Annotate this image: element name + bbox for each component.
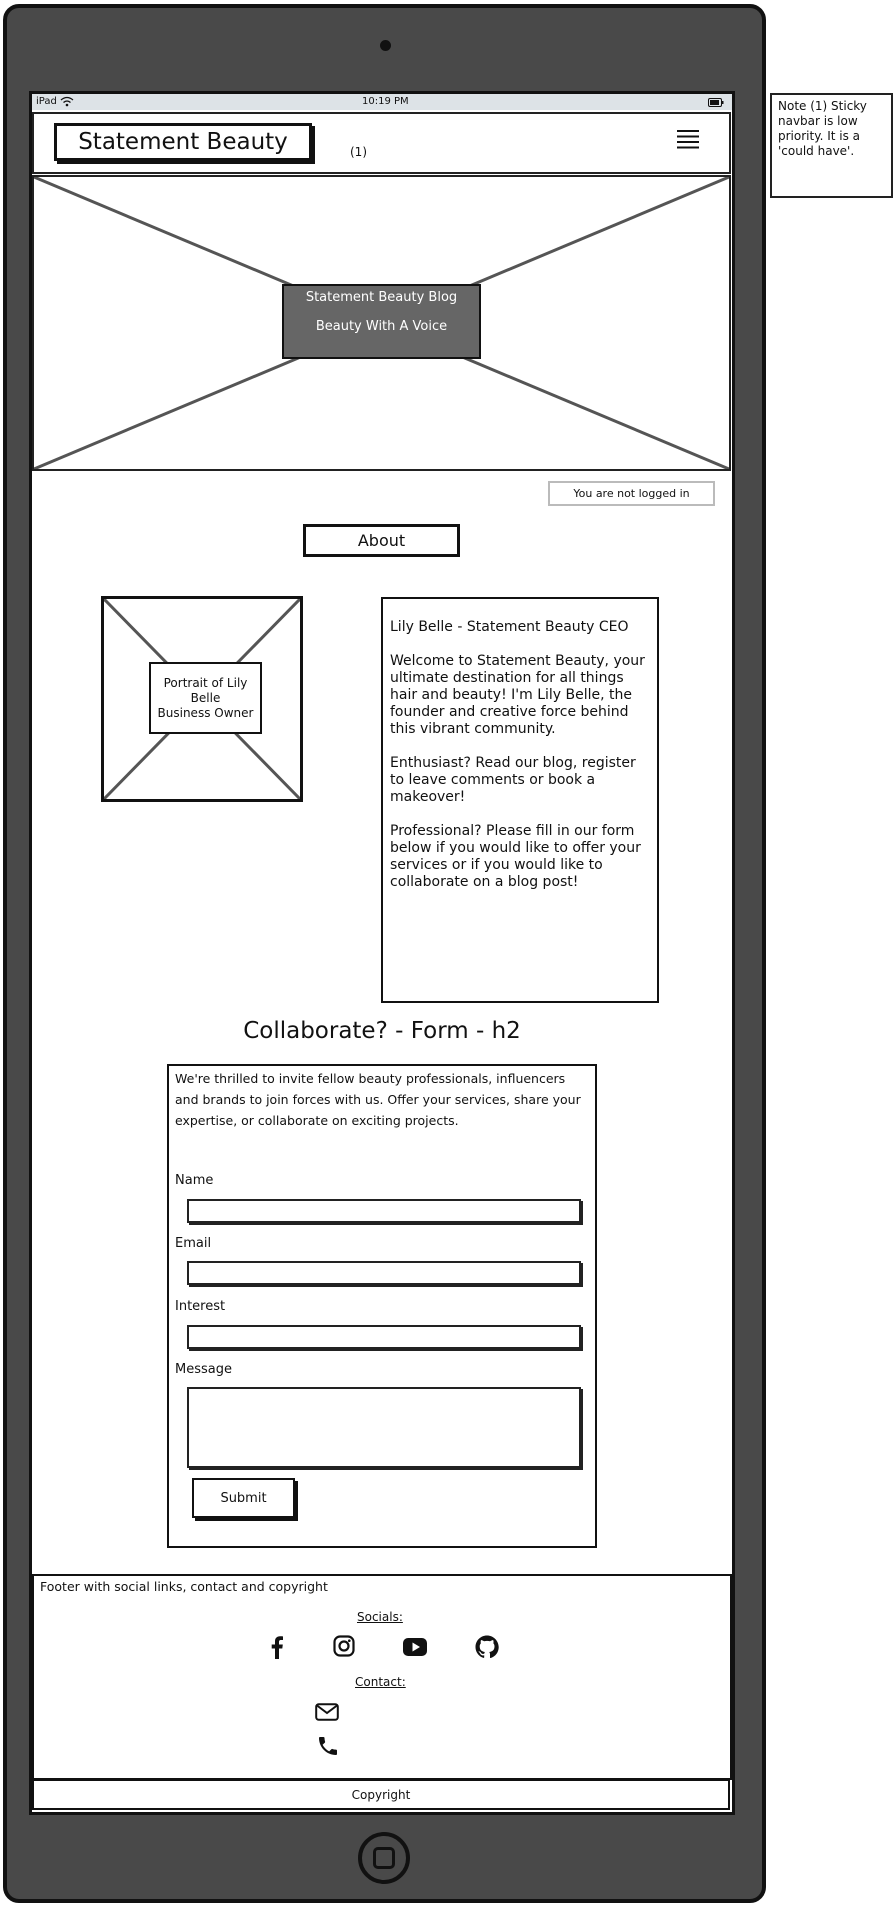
instagram-icon[interactable] — [333, 1635, 355, 1657]
portrait-caption-line: Business Owner — [157, 705, 254, 720]
submit-button[interactable]: Submit — [192, 1478, 295, 1518]
side-note: Note (1) Sticky navbar is low priority. It is a 'could have'. — [770, 93, 893, 198]
about-heading: About — [303, 524, 460, 557]
hamburger-icon[interactable] — [676, 128, 700, 150]
contact-label: Contact: — [355, 1675, 406, 1689]
status-bar — [32, 94, 732, 110]
youtube-icon[interactable] — [403, 1638, 427, 1656]
home-button-icon — [373, 1847, 395, 1869]
facebook-icon[interactable] — [270, 1635, 284, 1659]
hero-subtitle: Beauty With A Voice — [315, 319, 448, 334]
message-label: Message — [175, 1362, 232, 1377]
socials-label: Socials: — [357, 1610, 403, 1624]
portrait-caption-line: Portrait of Lily — [163, 675, 248, 690]
form-intro: We're thrilled to invite fellow beauty professionals, influencers and brands to join forces with us. Offer your services, share your expertise, or collaborate on exciting projects. — [175, 1071, 581, 1128]
email-input[interactable] — [187, 1261, 581, 1285]
hero-title: Statement Beauty Blog — [305, 290, 458, 305]
about-card-title: Lily Belle - Statement Beauty CEO — [390, 619, 629, 635]
envelope-icon[interactable] — [315, 1703, 339, 1721]
clock: 10:19 PM — [362, 96, 409, 107]
note-marker: (1) — [350, 145, 367, 159]
about-paragraph: Welcome to Statement Beauty, your ultimate destination for all things hair and beauty! I'm Lily Belle, the founder and creative force behind this vibrant community. — [390, 653, 645, 737]
github-icon[interactable] — [475, 1635, 499, 1659]
about-paragraph: Professional? Please fill in our form below if you would like to offer your services or if you would like to collaborate on a blog post! — [390, 823, 641, 890]
name-input[interactable] — [187, 1199, 581, 1223]
about-paragraph: Enthusiast? Read our blog, register to leave comments or book a makeover! — [390, 755, 636, 805]
name-label: Name — [175, 1173, 214, 1188]
message-textarea[interactable] — [187, 1387, 581, 1468]
phone-icon[interactable] — [316, 1734, 340, 1758]
interest-input[interactable] — [187, 1325, 581, 1349]
interest-label: Interest — [175, 1299, 226, 1314]
form-heading: Collaborate? - Form - h2 — [243, 1018, 521, 1044]
footer-description: Footer with social links, contact and copyright — [40, 1579, 328, 1594]
collaborate-form — [167, 1064, 597, 1548]
camera-icon — [380, 40, 391, 51]
portrait-caption — [149, 662, 262, 734]
portrait-caption-line: Belle — [190, 690, 221, 705]
hero-caption — [282, 284, 481, 359]
copyright-bar: Copyright — [32, 1779, 730, 1810]
email-label: Email — [175, 1236, 212, 1251]
brand-logo[interactable]: Statement Beauty — [54, 123, 312, 161]
battery-icon — [708, 98, 724, 107]
wifi-icon — [60, 96, 74, 107]
login-status: You are not logged in — [548, 481, 715, 506]
about-card — [381, 597, 659, 1003]
device-name: iPad — [36, 96, 57, 107]
